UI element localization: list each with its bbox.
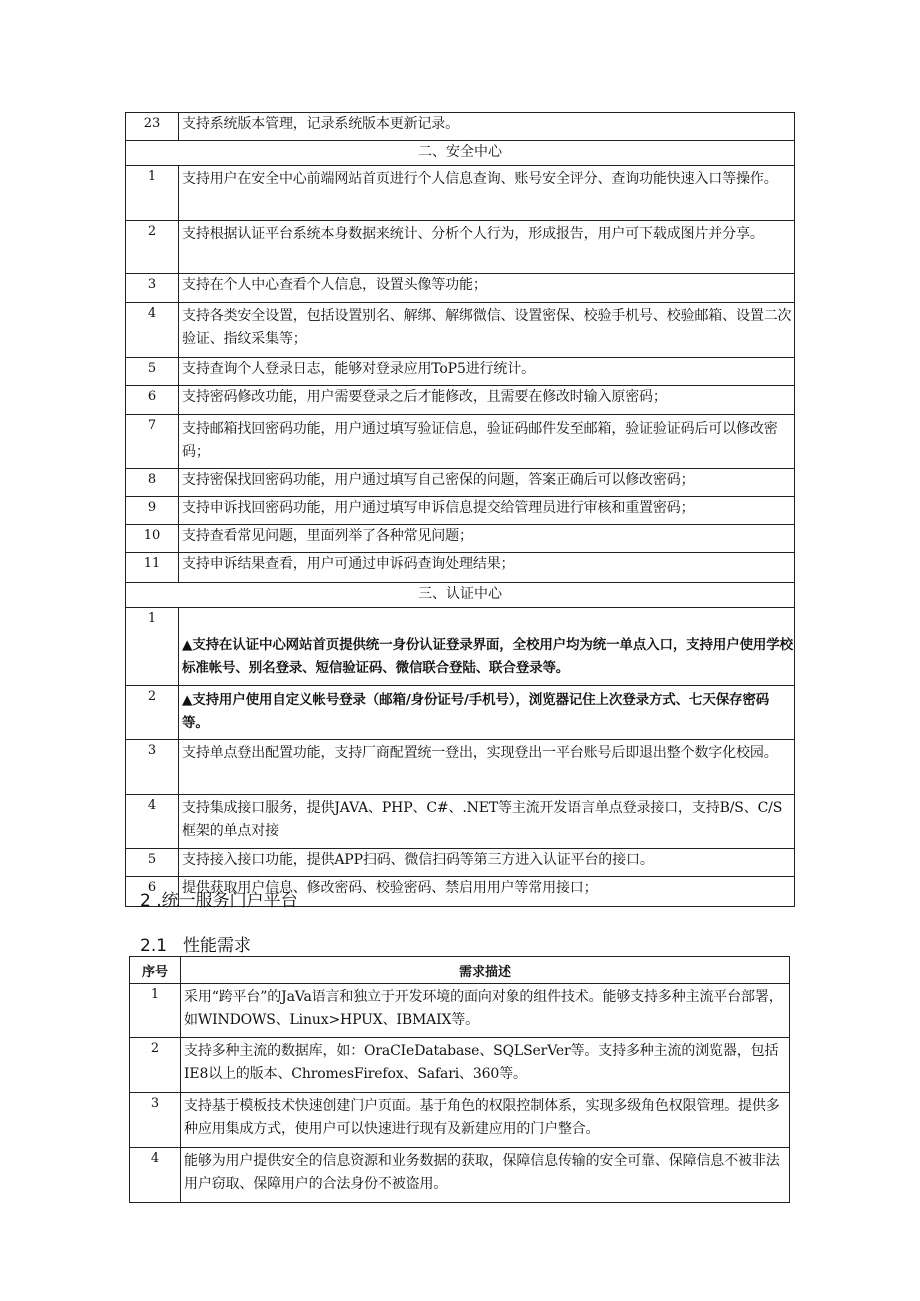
subsection-title: 性能需求 (183, 936, 252, 956)
table-row (126, 686, 795, 740)
table-row (126, 795, 795, 849)
row-number: 6 (126, 386, 179, 415)
row-number: 1 (130, 984, 181, 1038)
row-number: 8 (126, 469, 179, 497)
row-number: 23 (126, 113, 179, 141)
row-description: 提供获取用户信息、修改密码、校验密码、禁启用用户等常用接口； (179, 877, 795, 907)
row-description: 支持申诉找回密码功能，用户通过填写申诉信息提交给管理员进行审核和重置密码； (179, 497, 795, 525)
row-description: 支持单点登出配置功能，支持厂商配置统一登出，实现登出一平台账号后即退出整个数字化校园。 (179, 740, 795, 795)
table-row (126, 358, 795, 386)
row-number: 5 (126, 849, 179, 877)
table-row (130, 1093, 790, 1148)
row-number: 9 (126, 497, 179, 525)
column-header-description: 需求描述 (181, 957, 790, 984)
section-title-security-center: 二、安全中心 (126, 141, 795, 166)
table-row (126, 166, 795, 221)
row-number: 2 (130, 1038, 181, 1093)
section-heading-unified-portal: 2 .统一服务门户平台 (140, 891, 298, 911)
row-number: 6 (126, 877, 179, 907)
table-row (126, 221, 795, 274)
row-description: 支持系统版本管理，记录系统版本更新记录。 (179, 113, 795, 141)
table-row (130, 1038, 790, 1093)
table-row (130, 1148, 790, 1203)
row-description: 支持集成接口服务，提供JAVA、PHP、C#、.NET等主流开发语言单点登录接口，支持B/S、C/S框架的单点对接 (179, 795, 795, 849)
row-number: 2 (126, 221, 179, 274)
performance-requirements-table (129, 956, 790, 1203)
row-description: 采用“跨平台”的JaVa语言和独立于开发环境的面向对象的组件技术。能够支持多种主流平台部署，如WINDOWS、Linux>HPUX、IBMAIX等。 (181, 984, 790, 1038)
table-row (126, 415, 795, 469)
row-description: 支持各类安全设置，包括设置别名、解绑、解绑微信、设置密保、校验手机号、校验邮箱、设置二次验证、指纹采集等； (179, 303, 795, 358)
row-number: 1 (126, 166, 179, 221)
subsection-number: 2.1 (140, 936, 168, 956)
subsection-heading-performance (140, 931, 251, 956)
table-row (126, 469, 795, 497)
requirements-table-continued (125, 112, 795, 907)
table-row (126, 849, 795, 877)
section-header-row (126, 583, 795, 608)
row-number: 2 (126, 686, 179, 740)
row-number: 11 (126, 553, 179, 583)
table-row (126, 525, 795, 553)
row-description: 支持密码修改功能，用户需要登录之后才能修改，且需要在修改时输入原密码； (179, 386, 795, 415)
section-header-row (126, 141, 795, 166)
table-row (126, 497, 795, 525)
row-description: 支持查看常见问题，里面列举了各种常见问题； (179, 525, 795, 553)
row-description: 支持根据认证平台系统本身数据来统计、分析个人行为，形成报告，用户可下载成图片并分享。 (179, 221, 795, 274)
table-row (130, 984, 790, 1038)
row-number: 4 (126, 303, 179, 358)
row-description: 能够为用户提供安全的信息资源和业务数据的获取，保障信息传输的安全可靠、保障信息不被非法用户窃取、保障用户的合法身份不被盗用。 (181, 1148, 790, 1203)
row-number: 4 (130, 1148, 181, 1203)
row-number: 3 (126, 740, 179, 795)
row-description: 支持接入接口功能，提供APP扫码、微信扫码等第三方进入认证平台的接口。 (179, 849, 795, 877)
section-title-auth-center: 三、认证中心 (126, 583, 795, 608)
row-number: 3 (126, 274, 179, 303)
table-row (126, 553, 795, 583)
row-number: 5 (126, 358, 179, 386)
row-number: 4 (126, 795, 179, 849)
table-row (126, 386, 795, 415)
column-header-number: 序号 (130, 957, 181, 984)
row-description: 支持查询个人登录日志，能够对登录应用ToP5进行统计。 (179, 358, 795, 386)
row-description: 支持多种主流的数据库，如：OraCIeDatabase、SQLSerVer等。支持多种主流的浏览器，包括IE8以上的版本、ChromesFirefox、Safari、360等。 (181, 1038, 790, 1093)
row-number: 1 (126, 608, 179, 686)
table-row (126, 113, 795, 141)
table-row (126, 303, 795, 358)
table-row (126, 740, 795, 795)
row-number: 3 (130, 1093, 181, 1148)
table-header-row (130, 957, 790, 984)
row-description: 支持用户在安全中心前端网站首页进行个人信息查询、账号安全评分、查询功能快速入口等操作。 (179, 166, 795, 221)
row-description-bold: ▲支持在认证中心网站首页提供统一身份认证登录界面，全校用户均为统一单点入口，支持用户使用学校标准帐号、别名登录、短信验证码、微信联合登陆、联合登录等。 (179, 608, 795, 686)
row-description: 支持邮箱找回密码功能，用户通过填写验证信息，验证码邮件发至邮箱，验证验证码后可以修改密码； (179, 415, 795, 469)
row-description: 支持密保找回密码功能，用户通过填写自己密保的问题，答案正确后可以修改密码； (179, 469, 795, 497)
row-description: 支持在个人中心查看个人信息，设置头像等功能； (179, 274, 795, 303)
row-description-bold: ▲支持用户使用自定义帐号登录（邮箱/身份证号/手机号），浏览器记住上次登录方式、七天保存密码等。 (179, 686, 795, 740)
table-row (126, 608, 795, 686)
table-row (126, 274, 795, 303)
row-number: 10 (126, 525, 179, 553)
row-description: 支持基于模板技术快速创建门户页面。基于角色的权限控制体系，实现多级角色权限管理。提供多种应用集成方式，使用户可以快速进行现有及新建应用的门户整合。 (181, 1093, 790, 1148)
row-description: 支持申诉结果查看，用户可通过申诉码查询处理结果； (179, 553, 795, 583)
row-number: 7 (126, 415, 179, 469)
